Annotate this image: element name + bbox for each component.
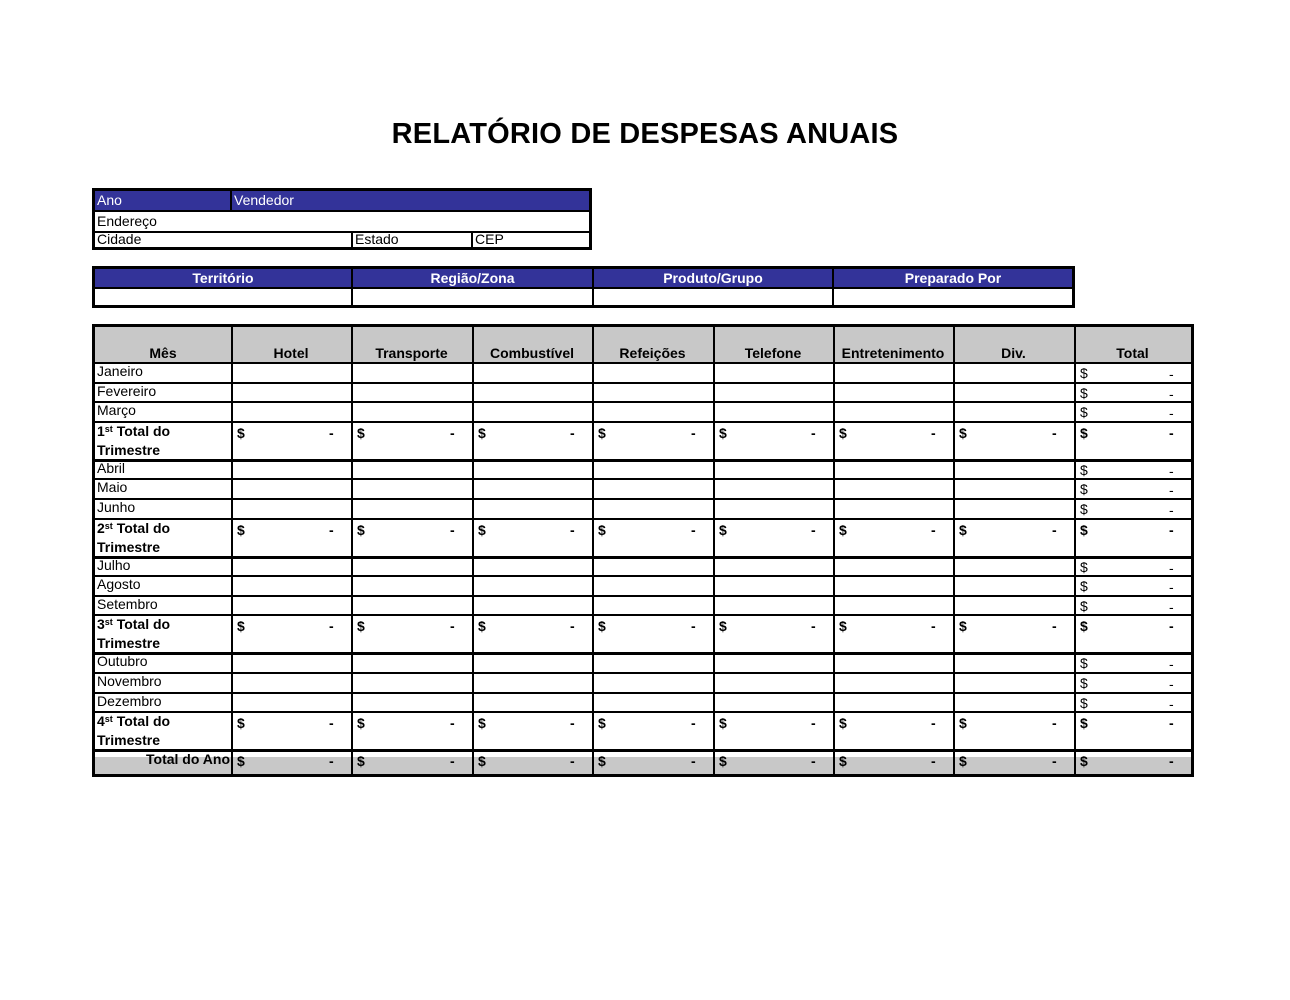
expense-cell[interactable]	[715, 480, 833, 498]
row-divider	[95, 711, 1191, 713]
expense-cell[interactable]	[594, 654, 713, 672]
quarter-ordinal: st	[104, 714, 113, 725]
expense-cell[interactable]	[474, 384, 592, 402]
expense-cell[interactable]	[955, 558, 1074, 576]
endereco-field[interactable]: Endereço	[97, 213, 157, 229]
expense-cell[interactable]	[594, 674, 713, 692]
year-total-value: -	[450, 753, 455, 770]
info-row-ano-vendedor	[95, 191, 589, 212]
quarter-value: -	[1169, 715, 1174, 732]
divider	[351, 269, 353, 305]
quarter-label-line2: Trimestre	[97, 635, 161, 652]
expense-cell[interactable]	[233, 674, 351, 692]
column-header: Transporte	[375, 345, 448, 361]
quarter-ordinal: st	[104, 423, 113, 434]
quarter-currency: $	[598, 618, 606, 635]
expense-cell[interactable]	[233, 461, 351, 479]
quarter-currency: $	[478, 715, 486, 732]
quarter-total-label	[97, 615, 170, 653]
quarter-currency: $	[959, 521, 967, 538]
quarter-label-line1: Total do	[112, 713, 171, 730]
total-currency: $	[1080, 461, 1088, 478]
quarter-value: -	[1169, 618, 1174, 635]
expense-cell[interactable]	[353, 384, 472, 402]
expense-cell[interactable]	[353, 558, 472, 576]
expense-cell[interactable]	[594, 403, 713, 421]
expense-cell[interactable]	[835, 364, 953, 382]
quarter-currency: $	[839, 521, 847, 538]
quarter-value: -	[450, 618, 455, 635]
quarter-value: -	[1052, 618, 1057, 635]
quarter-value: -	[329, 521, 334, 538]
expense-cell[interactable]	[233, 654, 351, 672]
year-total-currency: $	[598, 753, 606, 770]
expense-cell[interactable]	[835, 461, 953, 479]
quarter-currency: $	[598, 521, 606, 538]
expense-cell[interactable]	[474, 654, 592, 672]
quarter-ordinal: st	[104, 617, 113, 628]
expense-cell[interactable]	[353, 480, 472, 498]
quarter-value: -	[329, 424, 334, 441]
quarter-currency: $	[478, 424, 486, 441]
year-total-currency: $	[1080, 753, 1088, 770]
vendedor-field[interactable]: Vendedor	[234, 192, 294, 208]
expense-cell[interactable]	[233, 577, 351, 595]
quarter-label-line1: Total do	[112, 519, 171, 536]
expense-cell[interactable]	[594, 364, 713, 382]
quarter-value: -	[931, 618, 936, 635]
total-value: -	[1169, 559, 1174, 576]
quarter-value: -	[1052, 521, 1057, 538]
expense-cell[interactable]	[715, 694, 833, 712]
month-label: Dezembro	[97, 692, 162, 709]
divider	[832, 269, 834, 305]
expense-cell[interactable]	[594, 694, 713, 712]
quarter-value: -	[570, 618, 575, 635]
expense-cell[interactable]	[955, 403, 1074, 421]
quarter-value: -	[691, 715, 696, 732]
expense-cell[interactable]	[474, 480, 592, 498]
quarter-currency: $	[357, 715, 365, 732]
quarter-currency: $	[959, 618, 967, 635]
cidade-field[interactable]: Cidade	[97, 231, 142, 247]
expense-cell[interactable]	[594, 597, 713, 615]
quarter-value: -	[570, 521, 575, 538]
total-currency: $	[1080, 404, 1088, 421]
column-header: Total	[1116, 345, 1149, 361]
quarter-label-line2: Trimestre	[97, 441, 161, 458]
row-divider	[95, 518, 1191, 520]
expense-cell[interactable]	[955, 461, 1074, 479]
quarter-currency: $	[719, 715, 727, 732]
month-label: Julho	[97, 556, 131, 573]
quarter-currency: $	[719, 618, 727, 635]
total-value: -	[1169, 695, 1174, 712]
expense-cell[interactable]	[835, 654, 953, 672]
expense-cell[interactable]	[474, 674, 592, 692]
territorio-header: Território	[192, 270, 254, 286]
expense-cell[interactable]	[715, 461, 833, 479]
expense-cell[interactable]	[594, 577, 713, 595]
year-total-value: -	[1052, 753, 1057, 770]
expense-cell[interactable]	[715, 597, 833, 615]
expense-cell[interactable]	[233, 403, 351, 421]
quarter-label-line2: Trimestre	[97, 732, 161, 749]
quarter-value: -	[811, 424, 816, 441]
column-header: Entretenimento	[841, 345, 945, 361]
expense-cell[interactable]	[353, 403, 472, 421]
expense-cell[interactable]	[715, 364, 833, 382]
quarter-currency: $	[1080, 424, 1088, 441]
quarter-value: -	[1169, 521, 1174, 538]
preparado-por-header: Preparado Por	[904, 270, 1002, 286]
expense-cell[interactable]	[715, 577, 833, 595]
expense-cell[interactable]	[955, 500, 1074, 518]
info-row-endereco	[95, 212, 589, 233]
month-label: Janeiro	[97, 363, 143, 379]
expense-cell[interactable]	[594, 461, 713, 479]
year-total-currency: $	[719, 753, 727, 770]
quarter-number: 1	[97, 422, 105, 439]
produto-grupo-header: Produto/Grupo	[663, 270, 763, 286]
quarter-total-label	[97, 422, 170, 460]
quarter-label-line2: Trimestre	[97, 538, 161, 555]
column-header: Mês	[149, 345, 177, 361]
expense-cell[interactable]	[715, 654, 833, 672]
expense-cell[interactable]	[955, 384, 1074, 402]
expense-cell[interactable]	[233, 500, 351, 518]
expense-cell[interactable]	[353, 597, 472, 615]
year-total-value: -	[691, 753, 696, 770]
regiao-zona-header: Região/Zona	[430, 270, 515, 286]
quarter-value: -	[811, 618, 816, 635]
expense-cell[interactable]	[474, 597, 592, 615]
quarter-value: -	[691, 618, 696, 635]
expense-cell[interactable]	[233, 384, 351, 402]
column-header: Hotel	[273, 345, 309, 361]
info-block	[92, 188, 592, 250]
row-divider	[95, 749, 1191, 752]
column-header: Telefone	[744, 345, 802, 361]
total-currency: $	[1080, 384, 1088, 401]
quarter-currency: $	[1080, 521, 1088, 538]
quarter-currency: $	[357, 424, 365, 441]
expense-cell[interactable]	[474, 500, 592, 518]
quarter-currency: $	[1080, 715, 1088, 732]
month-label: Abril	[97, 459, 126, 476]
quarter-currency: $	[478, 521, 486, 538]
quarter-currency: $	[959, 424, 967, 441]
ano-field[interactable]: Ano	[97, 192, 122, 208]
expense-cell[interactable]	[233, 558, 351, 576]
total-value: -	[1169, 598, 1174, 615]
year-total-value: -	[811, 753, 816, 770]
expense-cell[interactable]	[474, 364, 592, 382]
quarter-currency: $	[719, 424, 727, 441]
expense-cell[interactable]	[474, 694, 592, 712]
expense-cell[interactable]	[835, 694, 953, 712]
expense-table	[92, 324, 1194, 777]
expense-cell[interactable]	[955, 597, 1074, 615]
quarter-value: -	[931, 715, 936, 732]
total-value: -	[1169, 579, 1174, 596]
expense-cell[interactable]	[474, 577, 592, 595]
quarter-value: -	[329, 618, 334, 635]
expense-cell[interactable]	[474, 403, 592, 421]
expense-cell[interactable]	[715, 384, 833, 402]
quarter-value: -	[811, 521, 816, 538]
expense-cell[interactable]	[474, 558, 592, 576]
row-divider	[95, 614, 1191, 616]
expense-cell[interactable]	[835, 597, 953, 615]
quarter-ordinal: st	[104, 520, 113, 531]
quarter-value: -	[450, 424, 455, 441]
expense-cell[interactable]	[353, 461, 472, 479]
total-value: -	[1169, 676, 1174, 692]
year-total-label: Total do Ano	[146, 751, 230, 768]
expense-cell[interactable]	[955, 654, 1074, 672]
total-currency: $	[1080, 694, 1088, 711]
month-label: Junho	[97, 499, 136, 515]
expense-cell[interactable]	[353, 694, 472, 712]
month-label: Outubro	[97, 653, 148, 670]
quarter-value: -	[931, 521, 936, 538]
column-divider	[1074, 327, 1076, 774]
estado-field[interactable]: Estado	[355, 231, 399, 247]
expense-cell[interactable]	[835, 480, 953, 498]
expense-cell[interactable]	[233, 694, 351, 712]
year-total-value: -	[1169, 753, 1174, 770]
quarter-label-line1: Total do	[112, 422, 171, 439]
expense-cell[interactable]	[955, 480, 1074, 498]
expense-cell[interactable]	[594, 558, 713, 576]
year-total-value: -	[329, 753, 334, 770]
quarter-value: -	[1169, 424, 1174, 441]
expense-cell[interactable]	[715, 674, 833, 692]
expense-cell[interactable]	[233, 597, 351, 615]
page-title: RELATÓRIO DE DESPESAS ANUAIS	[391, 118, 899, 150]
expense-cell[interactable]	[233, 480, 351, 498]
quarter-currency: $	[839, 618, 847, 635]
year-total-currency: $	[839, 753, 847, 770]
row-divider	[95, 421, 1191, 423]
expense-cell[interactable]	[835, 384, 953, 402]
quarter-currency: $	[839, 424, 847, 441]
year-total-row-bg	[95, 757, 1191, 774]
quarter-total-label	[97, 712, 170, 750]
expense-cell[interactable]	[835, 403, 953, 421]
quarter-currency: $	[839, 715, 847, 732]
expense-cell[interactable]	[955, 364, 1074, 382]
expense-cell[interactable]	[715, 500, 833, 518]
year-total-value: -	[931, 753, 936, 770]
expense-cell[interactable]	[353, 500, 472, 518]
month-label: Fevereiro	[97, 382, 157, 399]
expense-cell[interactable]	[955, 577, 1074, 595]
month-label: Março	[97, 402, 136, 419]
total-currency: $	[1080, 481, 1088, 498]
quarter-currency: $	[598, 715, 606, 732]
expense-cell[interactable]	[835, 577, 953, 595]
quarter-value: -	[811, 715, 816, 732]
quarter-currency: $	[357, 521, 365, 538]
quarter-value: -	[450, 715, 455, 732]
expense-cell[interactable]	[715, 403, 833, 421]
quarter-value: -	[931, 424, 936, 441]
month-label: Setembro	[97, 595, 158, 612]
expense-cell[interactable]	[955, 674, 1074, 692]
total-currency: $	[1080, 655, 1088, 672]
meta-block	[92, 266, 1075, 308]
quarter-value: -	[450, 521, 455, 538]
quarter-total-label	[97, 519, 170, 557]
expense-cell[interactable]	[233, 364, 351, 382]
total-value: -	[1169, 462, 1174, 479]
quarter-number: 3	[97, 616, 105, 633]
quarter-value: -	[1052, 715, 1057, 732]
expense-cell[interactable]	[835, 500, 953, 518]
expense-cell[interactable]	[353, 674, 472, 692]
quarter-number: 2	[97, 519, 105, 536]
quarter-currency: $	[237, 715, 245, 732]
quarter-currency: $	[719, 521, 727, 538]
expense-cell[interactable]	[353, 364, 472, 382]
year-total-currency: $	[478, 753, 486, 770]
total-value: -	[1169, 385, 1174, 402]
total-value: -	[1169, 502, 1174, 518]
divider	[592, 269, 594, 305]
expense-cell[interactable]	[474, 461, 592, 479]
expense-cell[interactable]	[835, 674, 953, 692]
year-total-currency: $	[959, 753, 967, 770]
total-currency: $	[1080, 501, 1088, 517]
quarter-currency: $	[478, 618, 486, 635]
year-total-currency: $	[357, 753, 365, 770]
quarter-currency: $	[1080, 618, 1088, 635]
expense-cell[interactable]	[594, 480, 713, 498]
info-row-cidade	[95, 231, 589, 248]
quarter-value: -	[570, 424, 575, 441]
total-value: -	[1169, 405, 1174, 422]
column-header: Refeições	[619, 345, 686, 361]
expense-cell[interactable]	[594, 500, 713, 518]
total-currency: $	[1080, 558, 1088, 575]
quarter-value: -	[570, 715, 575, 732]
expense-cell[interactable]	[715, 558, 833, 576]
total-currency: $	[1080, 365, 1088, 381]
quarter-currency: $	[959, 715, 967, 732]
total-value: -	[1169, 656, 1174, 673]
year-total-currency: $	[237, 753, 245, 770]
total-currency: $	[1080, 675, 1088, 691]
quarter-currency: $	[237, 618, 245, 635]
month-label: Agosto	[97, 576, 141, 593]
year-total-value: -	[570, 753, 575, 770]
quarter-value: -	[691, 521, 696, 538]
total-currency: $	[1080, 597, 1088, 614]
expense-cell[interactable]	[835, 558, 953, 576]
quarter-number: 4	[97, 713, 105, 730]
quarter-label-line1: Total do	[112, 616, 171, 633]
quarter-value: -	[1052, 424, 1057, 441]
column-header: Combustível	[489, 345, 574, 361]
total-value: -	[1169, 482, 1174, 499]
month-label: Novembro	[97, 673, 162, 689]
quarter-currency: $	[357, 618, 365, 635]
quarter-currency: $	[598, 424, 606, 441]
quarter-value: -	[691, 424, 696, 441]
column-header: Div.	[1001, 345, 1026, 361]
expense-cell[interactable]	[594, 384, 713, 402]
quarter-currency: $	[237, 521, 245, 538]
expense-cell[interactable]	[955, 694, 1074, 712]
month-label: Maio	[97, 479, 128, 496]
quarter-currency: $	[237, 424, 245, 441]
cep-field[interactable]: CEP	[475, 231, 504, 247]
total-value: -	[1169, 366, 1174, 382]
expense-cell[interactable]	[353, 654, 472, 672]
expense-cell[interactable]	[353, 577, 472, 595]
quarter-value: -	[329, 715, 334, 732]
total-currency: $	[1080, 578, 1088, 595]
